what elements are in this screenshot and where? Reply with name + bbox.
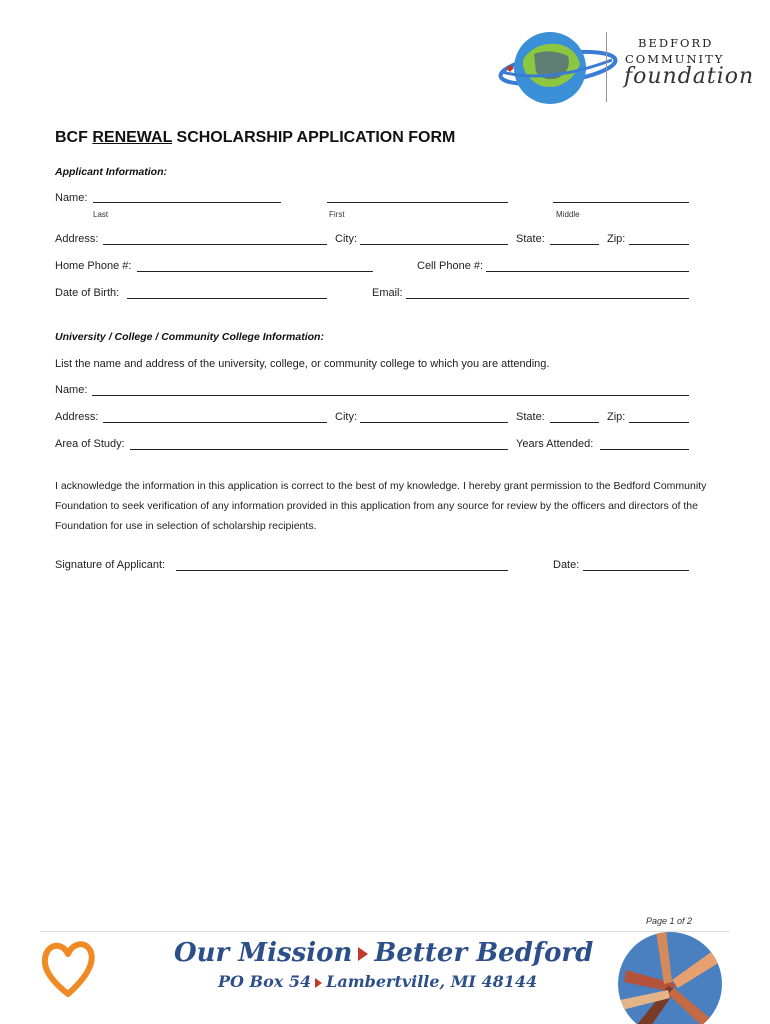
logo-line3: foundation [624,64,755,89]
cell-phone-field[interactable] [486,271,689,272]
city-label: City: [335,233,357,245]
home-phone-field[interactable] [137,271,373,272]
first-sublabel: First [329,210,345,219]
state-label: State: [516,233,545,245]
address-label: Address: [55,233,99,245]
middle-name-field[interactable] [553,202,689,203]
name-label: Name: [55,192,88,204]
dob-label: Date of Birth: [55,287,120,299]
college-state-label: State: [516,411,545,423]
heart-icon [40,938,96,1000]
globe-logo-icon [488,28,618,108]
college-zip-field[interactable] [629,422,689,423]
years-attended-label: Years Attended: [516,438,594,450]
cell-phone-label: Cell Phone #: [417,260,484,272]
college-state-field[interactable] [550,422,599,423]
hands-circle-icon [616,930,724,1024]
home-phone-label: Home Phone #: [55,260,132,272]
college-section-heading: University / College / Community College Information: [55,331,324,343]
email-field[interactable] [406,298,689,299]
title-suffix: SCHOLARSHIP APPLICATION FORM [176,129,456,146]
logo-divider [606,32,609,102]
foundation-logo [488,28,755,106]
years-attended-field[interactable] [600,449,689,450]
title-underlined: RENEWAL [92,129,173,146]
zip-field[interactable] [629,244,689,245]
date-label: Date: [553,559,580,571]
acknowledgement-text: I acknowledge the information in this application is correct to the best of my knowledge. I hereby grant permission to the Bedford Community Foundation to seek verification of any information provided in this application from any source for review by the officers and directors of the Foundation for use in selection of scholarship recipients. [55,480,707,532]
logo-line1: BEDFORD [638,36,714,50]
college-name-field[interactable] [92,395,689,396]
college-city-label: City: [335,411,357,423]
mission-left: Our Mission [174,938,353,968]
arrow-right-icon [315,978,322,988]
middle-sublabel: Middle [556,210,580,219]
college-address-label: Address: [55,411,99,423]
address-field[interactable] [103,244,327,245]
logo-line2: COMMUNITY [625,52,725,66]
title-prefix: BCF [55,129,88,146]
applicant-section-heading: Applicant Information: [55,166,167,178]
signature-field[interactable] [176,570,508,571]
college-instructions: List the name and address of the university, college, or community college to which you are attending. [55,358,550,370]
city-field[interactable] [360,244,508,245]
form-title [55,129,455,147]
area-of-study-label: Area of Study: [55,438,125,450]
email-label: Email: [372,287,403,299]
state-field[interactable] [550,244,599,245]
footer-mission [174,938,593,968]
college-address-field[interactable] [103,422,327,423]
area-of-study-field[interactable] [130,449,508,450]
page-number: Page 1 of 2 [646,916,693,926]
date-field[interactable] [583,570,689,571]
college-zip-label: Zip: [607,411,626,423]
mission-right: Better Bedford [374,938,594,968]
footer-address [218,972,537,991]
dob-field[interactable] [127,298,327,299]
last-name-field[interactable] [93,202,281,203]
college-name-label: Name: [55,384,88,396]
last-sublabel: Last [93,210,109,219]
arrow-right-icon [358,947,368,961]
address-left: PO Box 54 [218,972,312,991]
address-right: Lambertville, MI 48144 [326,972,538,991]
college-city-field[interactable] [360,422,508,423]
zip-label: Zip: [607,233,626,245]
first-name-field[interactable] [327,202,508,203]
signature-label: Signature of Applicant: [55,559,166,571]
